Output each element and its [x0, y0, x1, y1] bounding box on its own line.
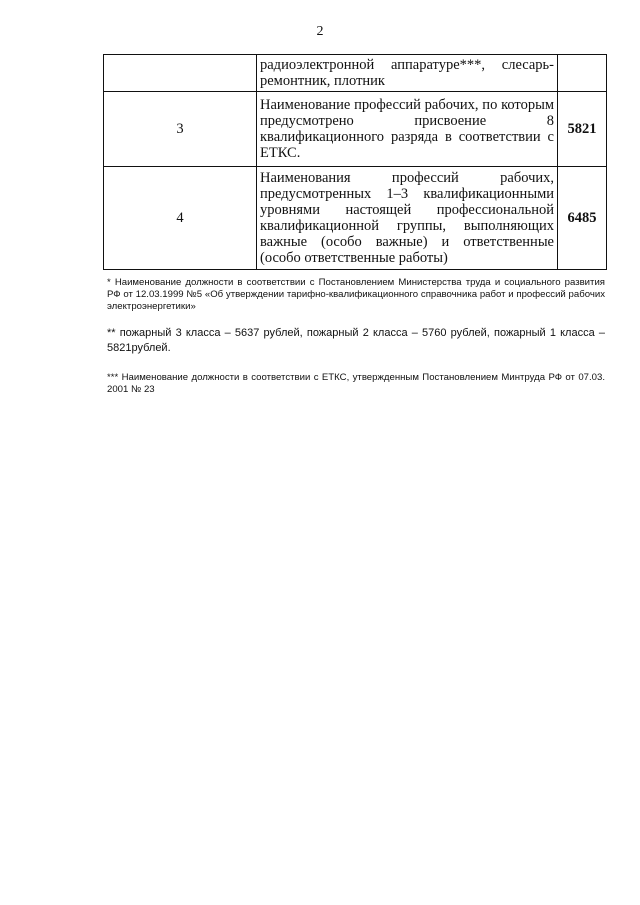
footnote-single-star: * Наименование должности в соответствии с Постановлением Министерства труда и социального развития РФ от 12.03.1999 №5 «Об утверждении тарифно-квалификационного справочника работ и профессий рабочих электроэнергетики» — [107, 277, 605, 312]
salary-value: 5821 — [558, 92, 607, 167]
row-number: 4 — [104, 167, 257, 270]
row-number: 3 — [104, 92, 257, 167]
profession-description: Наименования профессий рабочих, предусмотренных 1–3 квалификационными уровнями настоящей профессиональной квалификационной группы, выполняющих важные (особо важные) и ответственные (особо ответственные работы) — [257, 167, 558, 270]
salary-value: 6485 — [558, 167, 607, 270]
salary-table — [103, 54, 607, 270]
profession-description: Наименование профессий рабочих, по которым предусмотрено присвоение 8 квалификационного разряда в соответствии с ЕТКС. — [257, 92, 558, 167]
salary-value — [558, 55, 607, 92]
page-number: 2 — [316, 24, 324, 39]
table-row — [104, 92, 607, 167]
table-row — [104, 55, 607, 92]
footnote-triple-star: *** Наименование должности в соответствии с ЕТКС, утвержденным Постановлением Минтруда РФ от 07.03. 2001 № 23 — [107, 372, 605, 395]
footnotes — [107, 277, 605, 396]
profession-description: радиоэлектронной аппаратуре***, слесарь-ремонтник, плотник — [257, 55, 558, 92]
footnote-double-star: ** пожарный 3 класса – 5637 рублей, пожарный 2 класса – 5760 рублей, пожарный 1 класса – 5821рублей. — [107, 327, 605, 354]
row-number — [104, 55, 257, 92]
table-row — [104, 167, 607, 270]
